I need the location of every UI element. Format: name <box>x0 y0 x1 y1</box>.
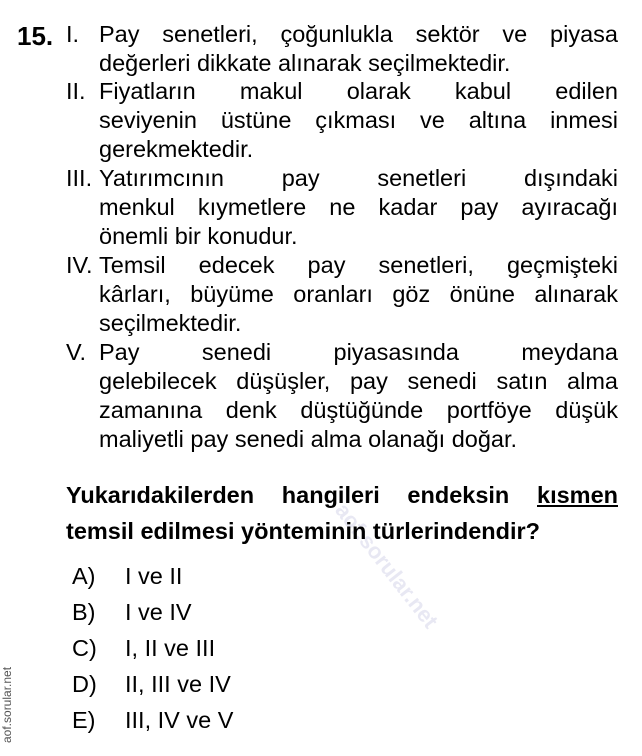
statement-4-line-3: seçilmektedir. <box>99 310 242 336</box>
side-watermark: aof.sorular.net <box>0 666 14 743</box>
watermark: aof.sorular.net <box>330 498 444 633</box>
statement-2-line-2: seviyenin üstüne çıkması ve altına inmesi <box>99 107 618 133</box>
option-a-letter: A) <box>72 563 96 589</box>
option-d-text: II, III ve IV <box>125 671 231 697</box>
option-d-letter: D) <box>72 671 97 697</box>
statement-1-line-1: Pay senetleri, çoğunlukla sektör ve piyasa <box>99 21 618 47</box>
option-e-letter: E) <box>72 707 96 733</box>
option-b[interactable] <box>72 595 192 629</box>
statement-3-line-1: Yatırımcının pay senetleri dışındaki <box>99 165 618 191</box>
option-e-text: III, IV ve V <box>125 707 234 733</box>
option-e[interactable] <box>72 703 233 737</box>
question-prompt-text: Yukarıdakilerden hangileri endeksin <box>66 482 537 508</box>
question-number: 15. <box>17 21 54 51</box>
question-prompt-line-2: temsil edilmesi yönteminin türlerindendir? <box>66 518 541 544</box>
option-b-text: I ve IV <box>125 599 192 625</box>
option-a-text: I ve II <box>125 563 183 589</box>
statement-3-line-2: menkul kıymetlere ne kadar pay ayıracağı <box>99 194 618 220</box>
statement-2-numeral: II. <box>66 78 86 104</box>
statement-2-line-1: Fiyatların makul olarak kabul edilen <box>99 78 618 104</box>
question-prompt-line-1 <box>66 477 618 513</box>
option-d[interactable] <box>72 667 231 701</box>
option-c-letter: C) <box>72 635 97 661</box>
statement-1 <box>66 20 618 78</box>
statement-4-line-2: kârları, büyüme oranları göz önüne alınarak <box>99 281 618 307</box>
statement-4-line-1: Temsil edecek pay senetleri, geçmişteki <box>99 252 618 278</box>
statement-2-line-3: gerekmektedir. <box>99 136 254 162</box>
statement-3 <box>66 164 618 251</box>
statement-5-line-1: Pay senedi piyasasında meydana <box>99 339 618 365</box>
statement-4-numeral: IV. <box>66 252 93 278</box>
option-c[interactable] <box>72 631 215 665</box>
statement-2 <box>66 77 618 164</box>
statement-5-line-3: zamanına denk düştüğünde portföye düşük <box>99 397 618 423</box>
statement-1-line-2: değerleri dikkate alınarak seçilmektedir. <box>99 50 511 76</box>
statement-5-line-2: gelebilecek düşüşler, pay senedi satın alma <box>99 368 618 394</box>
option-c-text: I, II ve III <box>125 635 216 661</box>
statement-5-line-4: maliyetli pay senedi alma olanağı doğar. <box>99 426 518 452</box>
statement-4 <box>66 251 618 338</box>
statement-1-numeral: I. <box>66 21 80 47</box>
question-prompt-emphasis: kısmen <box>537 482 618 508</box>
option-a[interactable] <box>72 559 182 593</box>
statement-5 <box>66 338 618 454</box>
statement-3-line-3: önemli bir konudur. <box>99 223 298 249</box>
option-b-letter: B) <box>72 599 96 625</box>
question-prompt <box>66 477 618 549</box>
statement-3-numeral: III. <box>66 165 93 191</box>
statement-5-numeral: V. <box>66 339 87 365</box>
